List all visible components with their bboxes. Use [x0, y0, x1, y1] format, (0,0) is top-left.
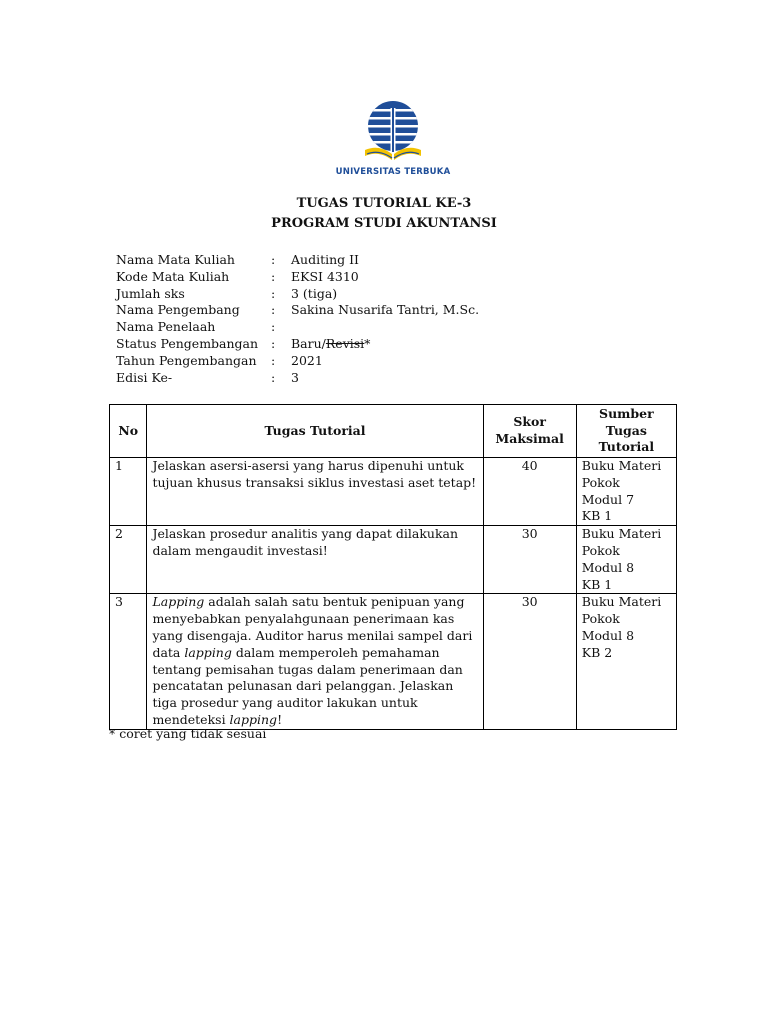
- cell-task: [147, 594, 483, 729]
- source-line: KB 2: [581, 644, 613, 660]
- task-text: adalah salah satu bentuk penipuan yang menyebabkan penyalahgunaan penerimaan kas yang disengaja. Auditor harus menilai sampel dari data: [152, 594, 473, 660]
- info-value: EKSI 4310: [291, 268, 359, 284]
- header-skor-line: Skor: [513, 414, 546, 430]
- info-colon: :: [271, 369, 276, 385]
- info-label: Kode Mata Kuliah: [116, 268, 230, 284]
- header-source-line: Tugas: [605, 422, 647, 438]
- header-source-line: Tutorial: [598, 439, 655, 455]
- info-row: [116, 302, 479, 319]
- cell-task: Jelaskan prosedur analitis yang dapat dilakukan dalam mengaudit investasi!: [147, 526, 483, 594]
- footnote-text: coret yang tidak sesuai: [115, 726, 267, 741]
- source-line: Buku Materi: [581, 458, 662, 473]
- info-row: [116, 269, 479, 286]
- info-label: Nama Pengembang: [116, 302, 240, 318]
- source-line: Modul 8: [581, 627, 635, 643]
- info-row: [116, 336, 479, 353]
- status-baru: Baru/: [291, 335, 326, 351]
- page-subtitle: PROGRAM STUDI AKUNTANSI: [271, 216, 497, 231]
- source-line: Buku Materi: [581, 526, 662, 542]
- source-line: Pokok: [581, 542, 620, 558]
- table-row: [110, 458, 677, 526]
- table-row: [110, 594, 677, 729]
- header-task: Tugas Tutorial: [147, 405, 483, 458]
- source-line: KB 1: [581, 508, 613, 524]
- universitas-terbuka-emblem-icon: [361, 100, 425, 166]
- info-value: 3 (tiga): [291, 285, 338, 301]
- info-colon: :: [271, 302, 276, 318]
- source-line: Pokok: [581, 611, 620, 627]
- table-header-row: [110, 405, 677, 458]
- info-colon: :: [271, 319, 276, 335]
- info-value: 3: [291, 369, 299, 385]
- source-line: Buku Materi: [581, 594, 662, 610]
- header-source-line: Sumber: [599, 405, 654, 421]
- task-text: dalam memperoleh pemahaman tentang pemisahan tugas dalam penerimaan dan pencatatan pelunasan dari pelanggan. Jelaskan tiga prosedur yang auditor lakukan untuk mendeteksi: [152, 644, 463, 727]
- info-label: Tahun Pengembangan: [116, 352, 257, 368]
- cell-skor: 30: [483, 526, 576, 594]
- status-asterisk: *: [364, 335, 371, 351]
- source-line: Modul 7: [581, 491, 635, 507]
- task-em: lapping: [184, 644, 232, 660]
- logo-text: UNIVERSITAS TERBUKA: [335, 167, 451, 177]
- info-value: 2021: [291, 352, 323, 368]
- cell-source: [576, 594, 676, 729]
- info-colon: :: [271, 352, 276, 368]
- cell-task: Jelaskan asersi-asersi yang harus dipenuhi untuk tujuan khusus transaksi siklus investasi aset tetap!: [147, 458, 483, 526]
- footnote: [109, 726, 266, 741]
- info-label: Status Pengembangan: [116, 335, 259, 351]
- course-info: [116, 252, 479, 386]
- cell-source: [576, 458, 676, 526]
- status-revisi-struck: Revisi: [325, 335, 365, 351]
- info-value: Auditing II: [291, 252, 359, 267]
- info-colon: :: [271, 285, 276, 301]
- source-line: Modul 8: [581, 559, 635, 575]
- task-text: !: [277, 711, 283, 727]
- info-row: [116, 319, 479, 336]
- info-label: Nama Mata Kuliah: [116, 252, 235, 267]
- source-line: Pokok: [581, 474, 620, 490]
- cell-no: 2: [110, 526, 147, 594]
- footnote-star: *: [109, 726, 116, 741]
- info-label: Edisi Ke-: [116, 369, 173, 385]
- cell-skor: 30: [483, 594, 576, 729]
- info-row: [116, 353, 479, 370]
- info-label: Jumlah sks: [116, 285, 185, 301]
- header-skor: [483, 405, 576, 458]
- header-source: [576, 405, 676, 458]
- info-colon: :: [271, 335, 276, 351]
- info-colon: :: [271, 268, 276, 284]
- university-logo: [333, 100, 453, 184]
- header-skor-line: Maksimal: [495, 431, 564, 446]
- tasks-table: [109, 404, 677, 730]
- cell-source: [576, 526, 676, 594]
- table-row: [110, 526, 677, 594]
- task-em: Lapping: [152, 594, 205, 610]
- info-row: [116, 370, 479, 387]
- header-no: No: [110, 405, 147, 458]
- info-value: Sakina Nusarifa Tantri, M.Sc.: [291, 302, 480, 318]
- source-line: KB 1: [581, 576, 613, 592]
- info-label: Nama Penelaah: [116, 319, 216, 335]
- task-em: lapping: [229, 711, 278, 727]
- cell-no: 1: [110, 458, 147, 526]
- info-colon: :: [271, 252, 276, 267]
- cell-no: 3: [110, 594, 147, 729]
- page-title: TUGAS TUTORIAL KE-3: [296, 196, 472, 211]
- info-value: [291, 336, 370, 353]
- info-row: [116, 252, 479, 269]
- cell-skor: 40: [483, 458, 576, 526]
- info-row: [116, 286, 479, 303]
